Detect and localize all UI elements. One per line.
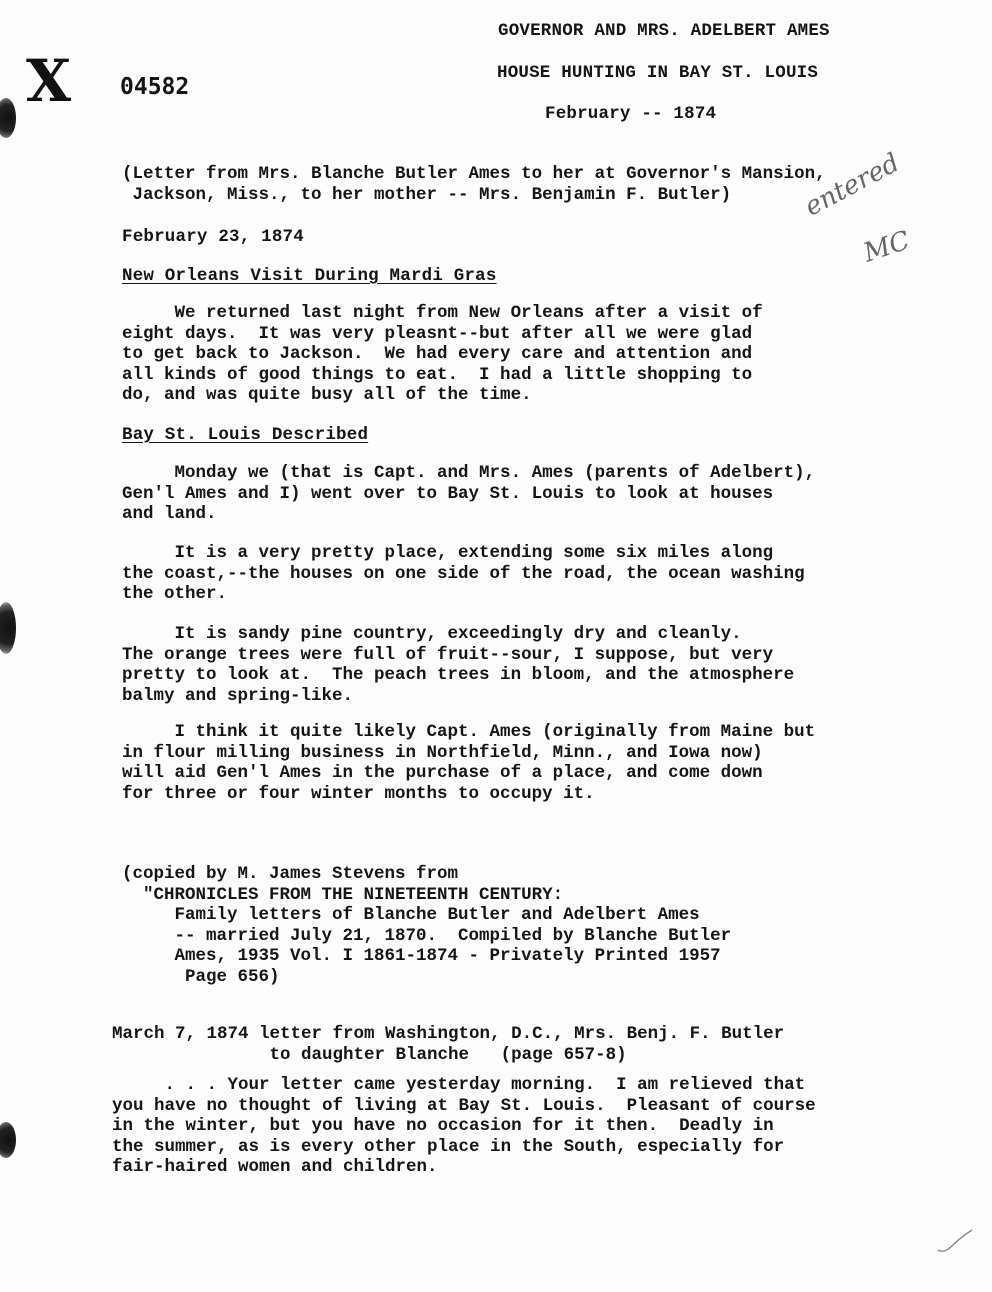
text-line: you have no thought of living at Bay St. Louis. Pleasant of course bbox=[112, 1095, 816, 1116]
citation-line: (copied by M. James Stevens from bbox=[122, 864, 459, 884]
text-line: do, and was quite busy all of the time. bbox=[122, 385, 532, 405]
text-line: pretty to look at. The peach trees in bloom, and the atmosphere bbox=[122, 665, 795, 685]
text-line: the coast,--the houses on one side of the road, the ocean washing bbox=[122, 563, 805, 584]
text-line: for three or four winter months to occupy it. bbox=[122, 783, 595, 804]
section-heading-bay-st-louis: Bay St. Louis Described bbox=[122, 425, 369, 445]
header-line-1: GOVERNOR AND MRS. ADELBERT AMES bbox=[498, 21, 830, 41]
text-line: We returned last night from New Orleans after a visit of bbox=[122, 303, 763, 323]
citation-line: Page 656) bbox=[122, 966, 280, 987]
letter-date: February 23, 1874 bbox=[122, 227, 304, 247]
reply-paragraph bbox=[112, 1075, 816, 1178]
section2-paragraph-1 bbox=[122, 463, 815, 525]
text-line: fair-haired women and children. bbox=[112, 1157, 438, 1177]
section2-paragraph-3 bbox=[122, 624, 794, 706]
handwritten-annotation-entered: entered bbox=[800, 147, 905, 223]
text-line: It is sandy pine country, exceedingly dry and cleanly. bbox=[122, 624, 742, 644]
section-heading-new-orleans: New Orleans Visit During Mardi Gras bbox=[122, 266, 497, 286]
header-line-3: February -- 1874 bbox=[545, 104, 717, 124]
text-line: I think it quite likely Capt. Ames (originally from Maine but bbox=[122, 722, 816, 742]
text-line: . . . Your letter came yesterday morning. I am relieved that bbox=[112, 1075, 806, 1095]
punch-hole-top bbox=[0, 98, 16, 138]
text-line: It is a very pretty place, extending some six miles along bbox=[122, 543, 774, 563]
handwritten-annotation-initials: MC bbox=[860, 225, 914, 269]
section2-paragraph-4 bbox=[122, 722, 815, 804]
intro-line: (Letter from Mrs. Blanche Butler Ames to her at Governor's Mansion, bbox=[122, 164, 826, 184]
citation-line: "CHRONICLES FROM THE NINETEENTH CENTURY: bbox=[122, 884, 564, 905]
intro-block bbox=[122, 164, 826, 205]
text-line: eight days. It was very pleasnt--but after all we were glad bbox=[122, 323, 753, 344]
header-line-2: HOUSE HUNTING IN BAY ST. LOUIS bbox=[497, 63, 819, 83]
text-line: The orange trees were full of fruit--sour, I suppose, but very bbox=[122, 644, 774, 665]
text-line: in flour milling business in Northfield, Minn., and Iowa now) bbox=[122, 742, 763, 763]
archive-number: 04582 bbox=[120, 74, 190, 100]
text-line: the other. bbox=[122, 584, 228, 604]
margin-x-mark: X bbox=[26, 47, 72, 115]
punch-hole-middle bbox=[0, 602, 16, 654]
citation-block bbox=[122, 864, 731, 987]
citation-line: Family letters of Blanche Butler and Adelbert Ames bbox=[122, 905, 700, 925]
reply-heading bbox=[112, 1024, 784, 1065]
text-line: Gen'l Ames and I) went over to Bay St. Louis to look at houses bbox=[122, 483, 774, 504]
reply-heading-line: March 7, 1874 letter from Washington, D.C., Mrs. Benj. F. Butler bbox=[112, 1024, 785, 1044]
section2-paragraph-2 bbox=[122, 543, 805, 605]
intro-line: Jackson, Miss., to her mother -- Mrs. Benjamin F. Butler) bbox=[122, 184, 732, 205]
pencil-tick-mark bbox=[936, 1226, 976, 1256]
citation-line: Ames, 1935 Vol. I 1861-1874 - Privately Printed 1957 bbox=[122, 946, 721, 966]
text-line: to get back to Jackson. We had every care and attention and bbox=[122, 344, 753, 364]
text-line: will aid Gen'l Ames in the purchase of a place, and come down bbox=[122, 763, 763, 783]
text-line: balmy and spring-like. bbox=[122, 685, 354, 706]
citation-line: -- married July 21, 1870. Compiled by Blanche Butler bbox=[122, 925, 732, 946]
text-line: the summer, as is every other place in the South, especially for bbox=[112, 1136, 785, 1157]
text-line: and land. bbox=[122, 504, 217, 524]
punch-hole-bottom bbox=[0, 1122, 16, 1158]
section1-paragraph bbox=[122, 303, 763, 406]
text-line: all kinds of good things to eat. I had a little shopping to bbox=[122, 364, 753, 385]
text-line: Monday we (that is Capt. and Mrs. Ames (parents of Adelbert), bbox=[122, 463, 816, 483]
text-line: in the winter, but you have no occasion for it then. Deadly in bbox=[112, 1116, 774, 1136]
reply-heading-line: to daughter Blanche (page 657-8) bbox=[112, 1044, 627, 1065]
